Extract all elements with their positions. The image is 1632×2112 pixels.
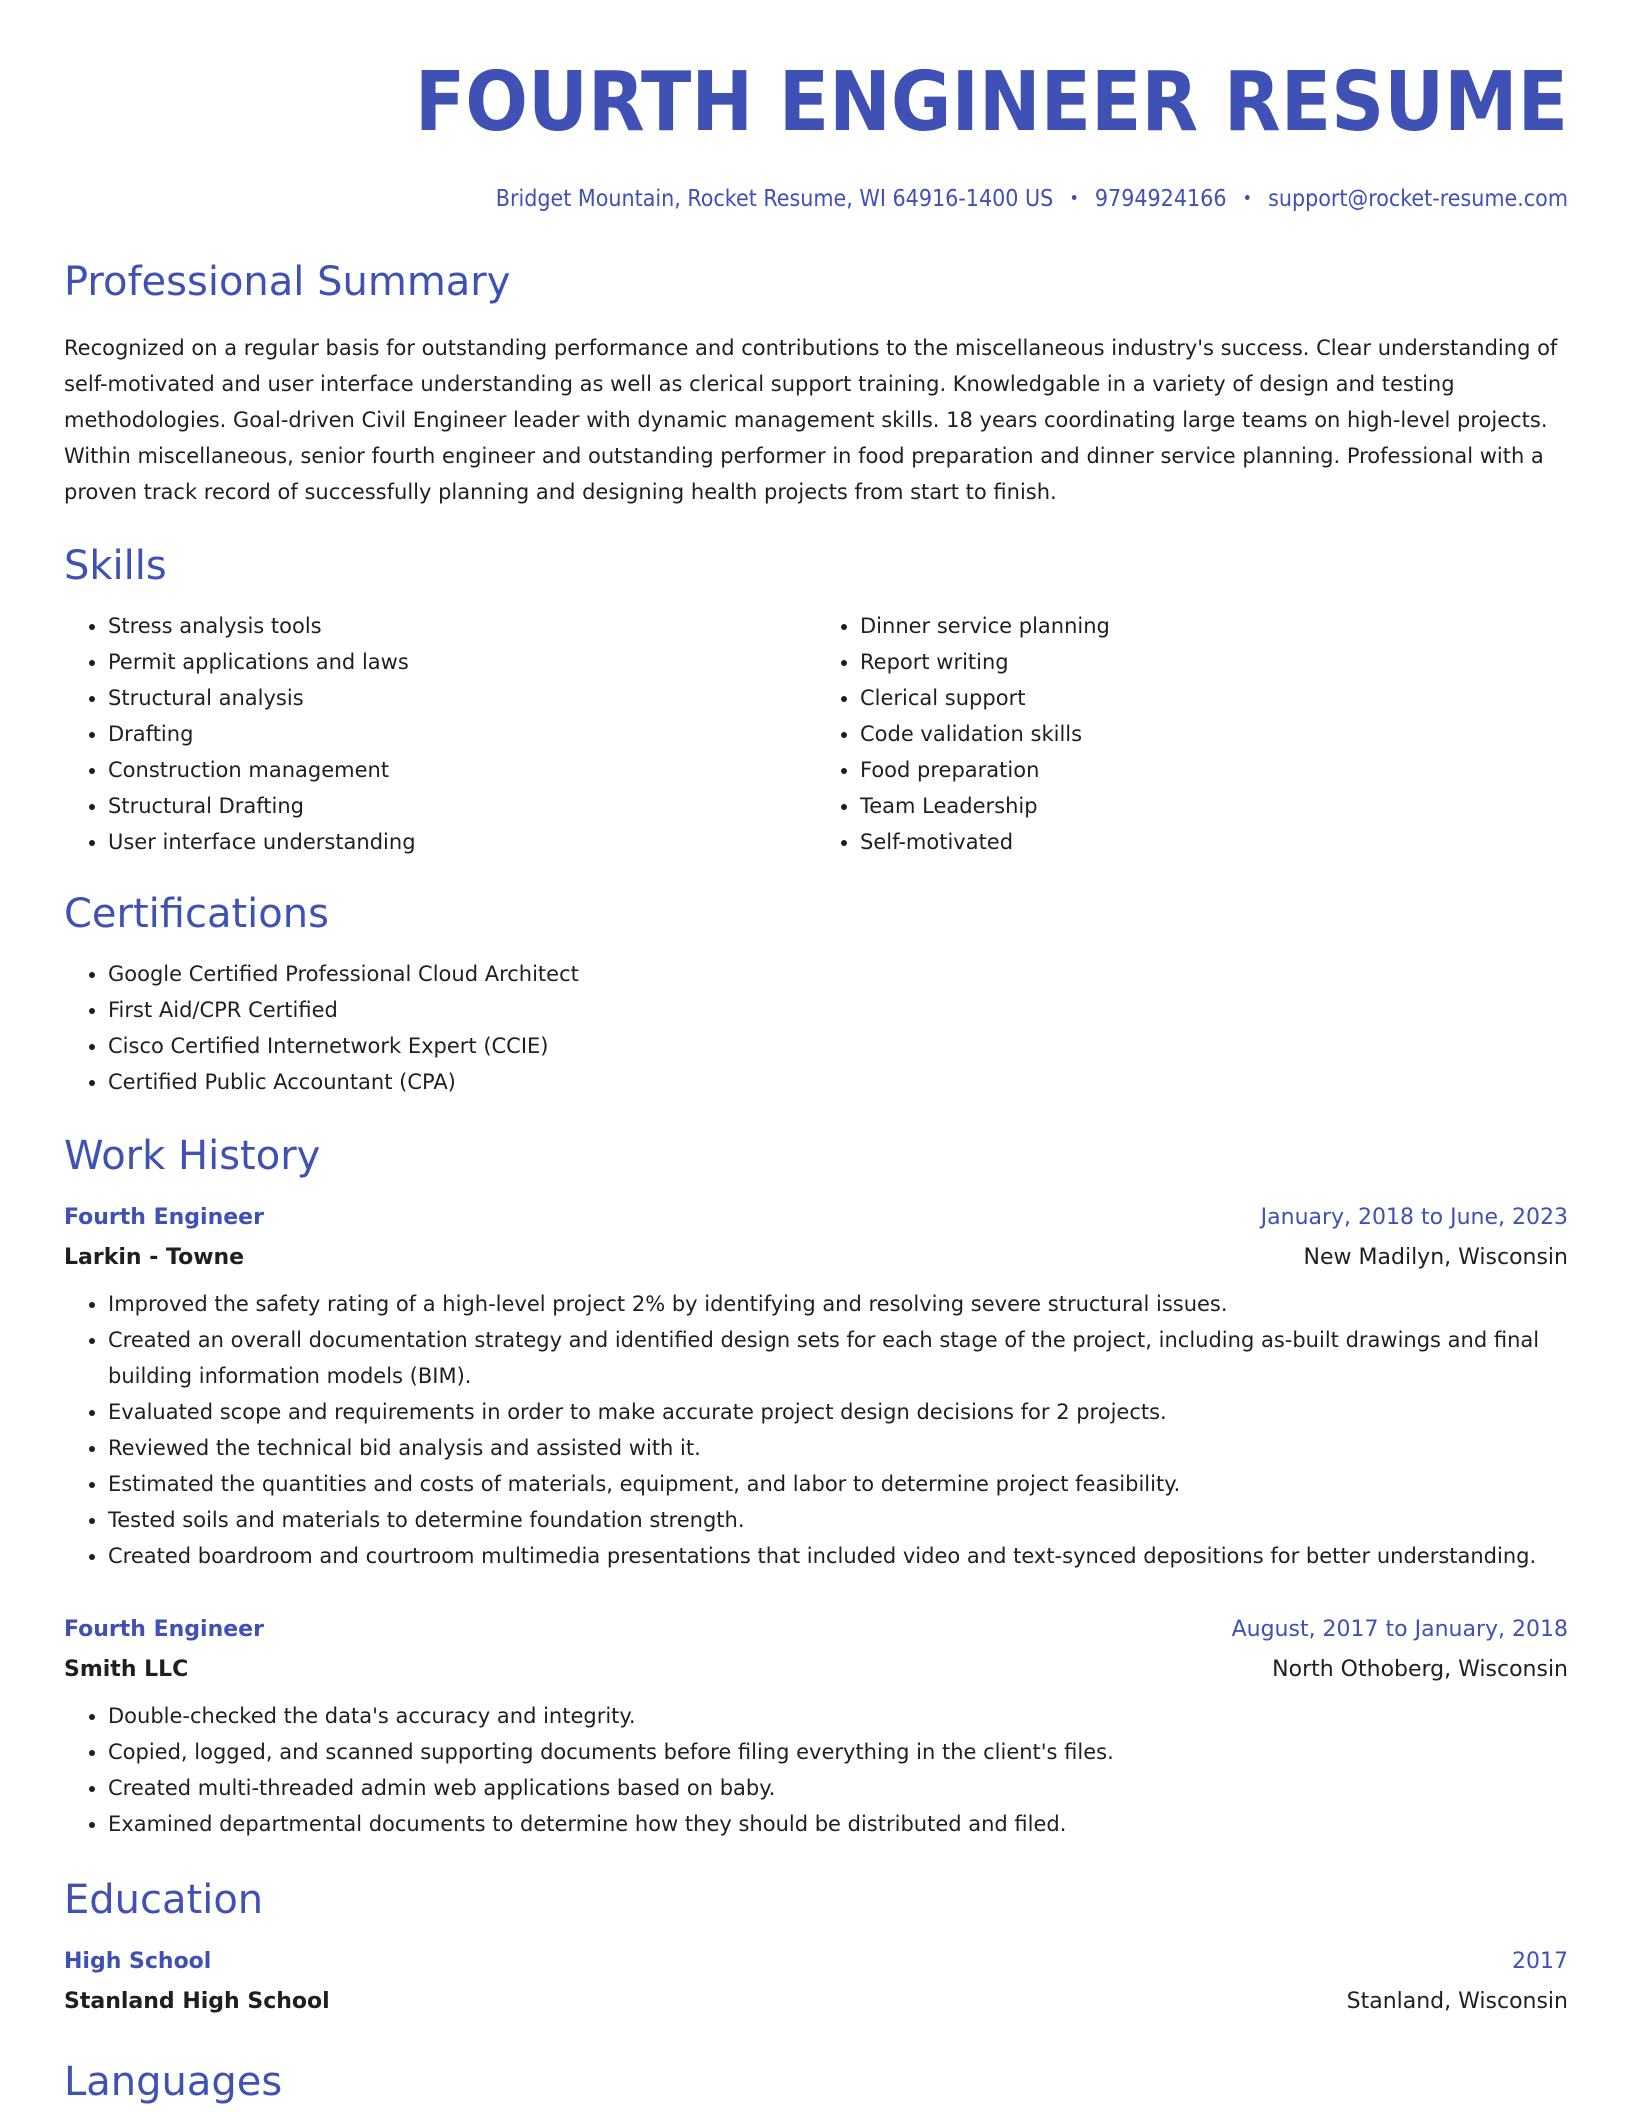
skill-item: • Dinner service planning (860, 608, 1568, 644)
job-location: North Othoberg, Wisconsin (1272, 1657, 1568, 1682)
job-bullet: • Examined departmental documents to determine how they should be distributed and filed. (108, 1806, 1568, 1842)
contact-phone: 9794924166 (1094, 186, 1227, 212)
skill-item: • User interface understanding (108, 824, 816, 860)
skill-item: • Structural analysis (108, 680, 816, 716)
skills-list-left (64, 608, 816, 860)
job-bullet: • Reviewed the technical bid analysis and assisted with it. (108, 1430, 1568, 1466)
skill-item: • Code validation skills (860, 716, 1568, 752)
work-history-heading: Work History (64, 1133, 321, 1179)
job-title: Fourth Engineer (64, 1617, 264, 1642)
job-entry (64, 1610, 1568, 1842)
languages-section (64, 2059, 1568, 2105)
certification-item: • Certified Public Accountant (CPA) (108, 1064, 1568, 1100)
skill-item: • Clerical support (860, 680, 1568, 716)
skill-item: • Drafting (108, 716, 816, 752)
education-location: Stanland, Wisconsin (1346, 1989, 1568, 2014)
skill-item: • Report writing (860, 644, 1568, 680)
education-degree: High School (64, 1949, 212, 1974)
skills-heading: Skills (64, 543, 167, 589)
job-bullet: • Estimated the quantities and costs of materials, equipment, and labor to determine project feasibility. (108, 1466, 1568, 1502)
certification-item: • Google Certified Professional Cloud Architect (108, 956, 1568, 992)
skills-section (64, 543, 1568, 860)
job-bullet: • Improved the safety rating of a high-level project 2% by identifying and resolving severe structural issues. (108, 1286, 1568, 1322)
skill-item: • Stress analysis tools (108, 608, 816, 644)
education-section (64, 1877, 1568, 2022)
certifications-list (64, 956, 1568, 1100)
languages-heading: Languages (64, 2059, 283, 2105)
skills-list-right (816, 608, 1568, 860)
skills-columns (64, 608, 1568, 860)
job-bullet: • Created multi-threaded admin web applications based on baby. (108, 1770, 1568, 1806)
job-company: Larkin - Towne (64, 1245, 245, 1270)
education-entry (64, 1942, 1568, 2022)
job-bullet: • Copied, logged, and scanned supporting documents before filing everything in the client's files. (108, 1734, 1568, 1770)
skill-item: • Team Leadership (860, 788, 1568, 824)
job-title: Fourth Engineer (64, 1205, 264, 1230)
contact-email[interactable]: support@rocket-resume.com (1268, 186, 1568, 212)
skill-item: • Structural Drafting (108, 788, 816, 824)
summary-text: Recognized on a regular basis for outstanding performance and contributions to the miscellaneous industry's success. Clear understanding of self-motivated and user interface understanding as well as clerical support training. Knowledgable in a variety of design and testing methodologies. Goal-driven Civil Engineer leader with dynamic management skills. 18 years coordinating large teams on high-level projects. Within miscellaneous, senior fourth engineer and outstanding performer in food preparation and dinner service planning. Professional with a proven track record of successfully planning and designing health projects from start to finish. (64, 336, 1558, 504)
job-bullets (64, 1698, 1568, 1842)
skill-item: • Self-motivated (860, 824, 1568, 860)
education-heading: Education (64, 1877, 264, 1923)
resume-title: FOURTH ENGINEER RESUME (414, 55, 1568, 150)
job-bullet: • Created an overall documentation strategy and identified design sets for each stage of the project, including as-built drawings and final building information models (BIM). (108, 1322, 1568, 1394)
contact-separator: • (1069, 188, 1079, 209)
job-bullet: • Created boardroom and courtroom multimedia presentations that included video and text-synced depositions for better understanding. (108, 1538, 1568, 1574)
skill-item: • Food preparation (860, 752, 1568, 788)
skill-item: • Permit applications and laws (108, 644, 816, 680)
certifications-heading: Certifications (64, 891, 329, 937)
contact-separator: • (1242, 188, 1253, 209)
summary-section (64, 259, 1568, 510)
education-year: 2017 (1512, 1949, 1568, 1974)
job-bullet: • Tested soils and materials to determine foundation strength. (108, 1502, 1568, 1538)
job-entry (64, 1198, 1568, 1574)
job-dates: January, 2018 to June, 2023 (1260, 1205, 1568, 1230)
contact-line (64, 186, 1568, 212)
certification-item: • Cisco Certified Internetwork Expert (CCIE) (108, 1028, 1568, 1064)
job-location: New Madilyn, Wisconsin (1303, 1245, 1568, 1270)
job-bullets (64, 1286, 1568, 1574)
work-history-section (64, 1133, 1568, 1842)
certification-item: • First Aid/CPR Certified (108, 992, 1568, 1028)
summary-heading: Professional Summary (64, 259, 511, 305)
job-bullet: • Double-checked the data's accuracy and integrity. (108, 1698, 1568, 1734)
job-dates: August, 2017 to January, 2018 (1231, 1617, 1568, 1642)
job-bullet: • Evaluated scope and requirements in order to make accurate project design decisions for 2 projects. (108, 1394, 1568, 1430)
job-company: Smith LLC (64, 1657, 189, 1682)
skill-item: • Construction management (108, 752, 816, 788)
education-school: Stanland High School (64, 1989, 330, 2014)
contact-address: Bridget Mountain, Rocket Resume, WI 64916-1400 US (495, 186, 1054, 212)
certifications-section (64, 891, 1568, 1100)
